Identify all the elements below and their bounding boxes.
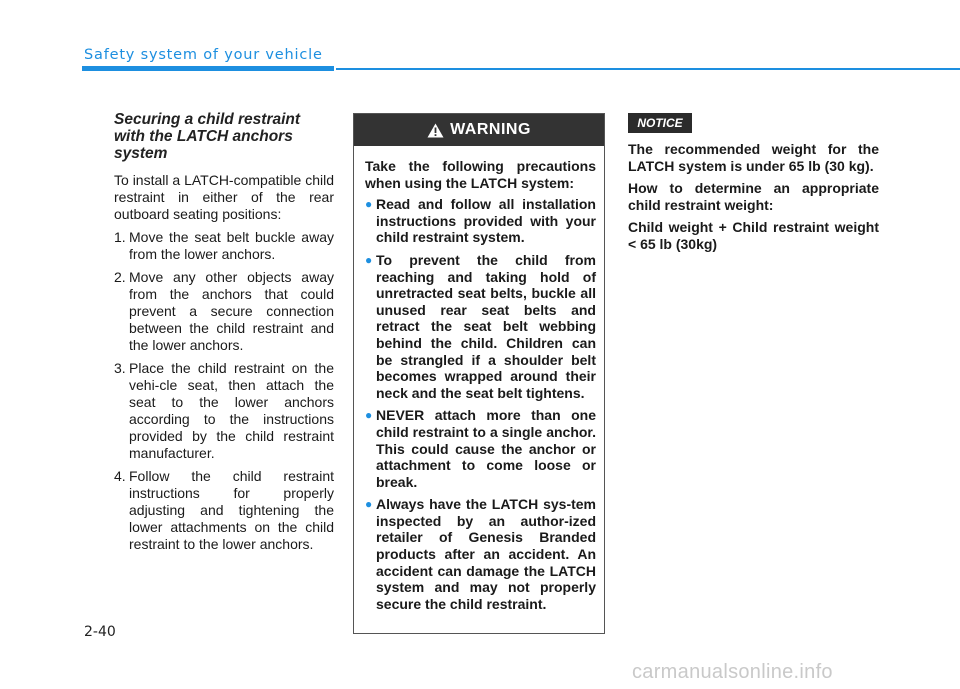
warning-intro: Take the following precautions when using the LATCH system: <box>365 158 596 191</box>
notice-paragraph: Child weight + Child restraint weight < 65 lb (30kg) <box>628 219 879 252</box>
subsection-title: Securing a child restraint with the LATCH anchors system <box>114 111 301 162</box>
warning-triangle-icon <box>427 123 444 138</box>
warning-item-text: To prevent the child from reaching and taking hold of unretracted seat belts, buckle all unused rear seat belts and retract the seat belt webbing behind the child. Children can be strangled if a shoulder belt becomes wrapped around their neck and the seat belt tightens. <box>376 251 596 401</box>
list-item <box>114 360 334 462</box>
step-text: Move any other objects away from the anchors that could prevent a secure connection between the child restraint and the lower anchors. <box>129 269 334 353</box>
step-number: 4. <box>114 468 126 484</box>
step-number: 2. <box>114 269 126 285</box>
bullet-icon: ● <box>365 408 373 423</box>
bullet-icon: ● <box>365 497 373 512</box>
section-title: Safety system of your vehicle <box>84 47 323 63</box>
watermark-text: carmanualsonline.info <box>632 661 833 683</box>
header-rule-thin <box>336 68 960 70</box>
warning-header <box>354 114 604 146</box>
list-item <box>114 468 334 553</box>
warning-item-text: Read and follow all installation instructions provided with your child restraint system. <box>376 196 596 246</box>
list-item <box>114 269 334 354</box>
list-item <box>365 196 596 246</box>
step-text: Place the child restraint on the vehi-cle seat, then attach the seat to the lower anchors according to the instructions provided by the child restraint manufacturer. <box>129 360 334 461</box>
warning-label: WARNING <box>450 121 531 138</box>
warning-box <box>353 113 605 634</box>
left-column <box>114 111 334 559</box>
page-number: 2-40 <box>84 624 116 640</box>
step-text: Move the seat belt buckle away from the lower anchors. <box>129 229 334 262</box>
header-rule-thick <box>82 66 334 71</box>
notice-paragraph: How to determine an appropriate child restraint weight: <box>628 180 879 213</box>
step-number: 1. <box>114 229 126 245</box>
notice-column <box>628 141 879 259</box>
steps-list <box>114 229 334 553</box>
list-item <box>365 496 596 612</box>
list-item <box>114 229 334 263</box>
warning-body <box>354 146 604 612</box>
warning-item-text: NEVER attach more than one child restraint to a single anchor. This could cause the anchor or attachment to come loose or break. <box>376 407 596 490</box>
list-item <box>365 252 596 401</box>
intro-paragraph: To install a LATCH-compatible child restraint in either of the rear outboard seating positions: <box>114 172 334 222</box>
notice-badge: NOTICE <box>628 113 692 133</box>
step-number: 3. <box>114 360 126 376</box>
bullet-icon: ● <box>365 252 373 267</box>
warning-item-text: Always have the LATCH sys-tem inspected by an author-ized retailer of Genesis Branded products after an accident. An accident can damage the LATCH system and may not properly secure the child restraint. <box>376 496 596 612</box>
bullet-icon: ● <box>365 197 373 212</box>
notice-paragraph: The recommended weight for the LATCH system is under 65 lb (30 kg). <box>628 141 879 174</box>
list-item <box>365 407 596 490</box>
step-text: Follow the child restraint instructions for properly adjusting and tightening the lower attachments on the child restraint to the lower anchors. <box>129 468 334 552</box>
warning-list <box>365 196 596 612</box>
